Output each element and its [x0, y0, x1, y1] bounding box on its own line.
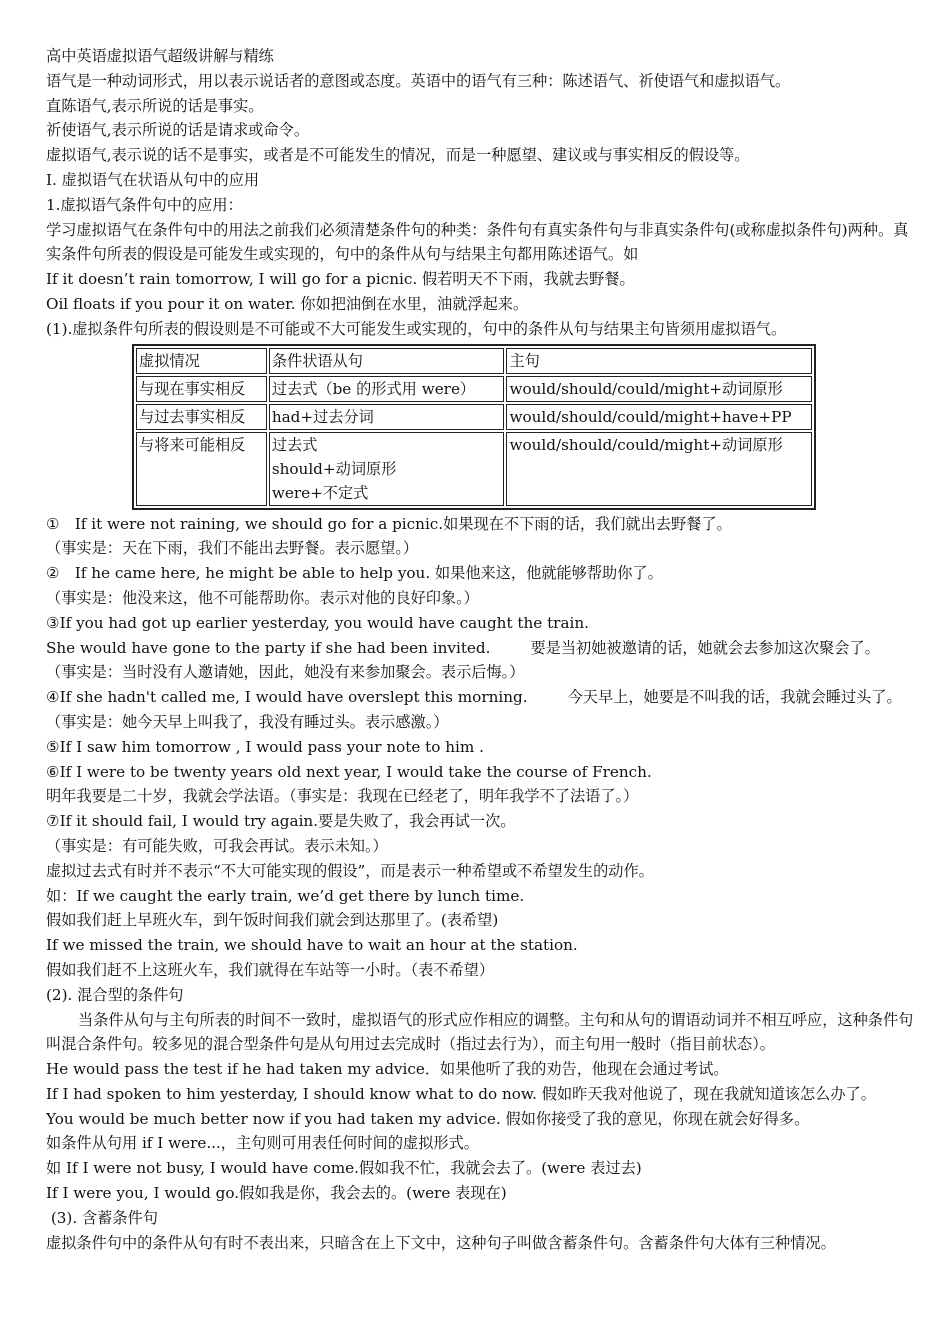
- cell-line: 过去式（be 的形式用 were）: [271, 379, 476, 398]
- example-line: [46, 636, 916, 661]
- subsection-heading: 1.虚拟语气条件句中的应用：: [46, 195, 243, 214]
- example-english: She would have gone to the party if she had been invited.: [46, 638, 491, 657]
- table-cell: [269, 376, 505, 402]
- table-cell: [269, 404, 505, 430]
- table-header-cell: 条件状语从句: [269, 348, 505, 374]
- table-row: [136, 404, 812, 430]
- cell-line: 过去式: [271, 435, 318, 454]
- conditional-table-wrapper: [132, 344, 916, 510]
- note-line: 虚拟过去式有时并不表示“不大可能实现的假设”，而是表示一种希望或不希望发生的动作。: [46, 861, 654, 880]
- paragraph: (1).虚拟条件句所表的假设则是不可能或不大可能发生或实现的，句中的条件从句与结果主句皆须用虚拟语气。: [46, 319, 787, 338]
- example-line: ① If it were not raining, we should go for a picnic.如果现在不下雨的话，我们就出去野餐了。: [46, 514, 732, 533]
- section-heading: I. 虚拟语气在状语从句中的应用: [46, 170, 260, 189]
- table-header-cell: 虚拟情况: [136, 348, 267, 374]
- note-line: 假如我们赶上早班火车，到午饭时间我们就会到达那里了。(表希望): [46, 911, 499, 930]
- intro-line: 直陈语气,表示所说的话是事实。: [46, 96, 264, 115]
- example-line: If it doesn’t rain tomorrow, I will go for a picnic. 假若明天不下雨，我就去野餐。: [46, 270, 635, 289]
- example-note: （事实是：他没来这，他不可能帮助你。表示对他的良好印象。）: [46, 588, 479, 607]
- paragraph: 当条件从句与主句所表的时间不一致时，虚拟语气的形式应作相应的调整。主句和从句的谓语动词并不相互呼应，这种条件句叫混合条件句。较多见的混合型条件句是从句用过去完成时（指过去行为），而主句用一般时（指目前状态）。: [46, 1010, 914, 1054]
- example-note: （事实是：有可能失败，可我会再试。表示未知。）: [46, 836, 388, 855]
- table-header-row: [136, 348, 812, 374]
- intro-line: 虚拟语气,表示说的话不是事实，或者是不可能发生的情况，而是一种愿望、建议或与事实相反的假设等。: [46, 146, 750, 165]
- example-line: 如 If I were not busy, I would have come.假如我不忙，我就会去了。(were 表过去): [46, 1159, 642, 1178]
- cell-line: had+过去分词: [271, 407, 374, 426]
- document-page: [46, 44, 916, 1255]
- table-row: [136, 432, 812, 506]
- conditional-table: [132, 344, 816, 510]
- table-cell: [269, 432, 505, 506]
- example-note: （事实是：她今天早上叫我了，我没有睡过头。表示感激。）: [46, 712, 449, 731]
- example-note: 明年我要是二十岁，我就会学法语。（事实是：我现在已经老了，明年我学不了法语了。）: [46, 787, 639, 806]
- paragraph: 虚拟条件句中的条件从句有时不表出来，只暗含在上下文中，这种句子叫做含蓄条件句。含蓄条件句大体有三种情况。: [46, 1233, 836, 1252]
- example-line: ⑦If it should fail, I would try again.要是失败了，我会再试一次。: [46, 812, 516, 831]
- table-cell: 与现在事实相反: [136, 376, 267, 402]
- table-cell: would/should/could/might+动词原形: [506, 376, 812, 402]
- cell-line: were+不定式: [271, 483, 369, 502]
- example-chinese: 今天早上，她要是不叫我的话，我就会睡过头了。: [567, 688, 902, 707]
- intro-line: 语气是一种动词形式，用以表示说话者的意图或态度。英语中的语气有三种：陈述语气、祈使语气和虚拟语气。: [46, 71, 791, 90]
- example-note: （事实是：当时没有人邀请她，因此，她没有来参加聚会。表示后悔。）: [46, 663, 525, 682]
- subsection-heading: (3). 含蓄条件句: [46, 1208, 158, 1227]
- note-line: If we missed the train, we should have to wait an hour at the station.: [46, 936, 578, 955]
- example-line: [46, 685, 916, 710]
- example-line: He would pass the test if he had taken my advice．如果他听了我的劝告，他现在会通过考试。: [46, 1060, 729, 1079]
- paragraph: 学习虚拟语气在条件句中的用法之前我们必须清楚条件句的种类：条件句有真实条件句与非真实条件句(或称虚拟条件句)两种。真实条件句所表的假设是可能发生或实现的，句中的条件从句与结果主句都用陈述语气。如: [46, 220, 909, 264]
- example-line: ⑥If I were to be twenty years old next year, I would take the course of French.: [46, 762, 652, 781]
- example-line: If I were you, I would go.假如我是你，我会去的。(were 表现在): [46, 1184, 507, 1203]
- example-line: ⑤If I saw him tomorrow , I would pass your note to him .: [46, 737, 484, 756]
- table-cell: 与过去事实相反: [136, 404, 267, 430]
- subsection-heading: (2). 混合型的条件句: [46, 985, 184, 1004]
- note-line: 如：If we caught the early train, we’d get there by lunch time.: [46, 886, 525, 905]
- table-header-cell: 主句: [506, 348, 812, 374]
- example-line: 如条件从句用 if I were...，主句则可用表任何时间的虚拟形式。: [46, 1134, 479, 1153]
- example-line: ② If he came here, he might be able to help you. 如果他来这，他就能够帮助你了。: [46, 564, 663, 583]
- intro-line: 祈使语气,表示所说的话是请求或命令。: [46, 121, 310, 140]
- document-title: 高中英语虚拟语气超级讲解与精练: [46, 47, 274, 65]
- table-cell: would/should/could/might+动词原形: [506, 432, 812, 506]
- table-cell: would/should/could/might+have+PP: [506, 404, 812, 430]
- example-english: ④If she hadn't called me, I would have overslept this morning.: [46, 688, 528, 707]
- example-chinese: 要是当初她被邀请的话，她就会去参加这次聚会了。: [530, 638, 880, 657]
- example-line: ③If you had got up earlier yesterday, you would have caught the train.: [46, 613, 589, 632]
- example-note: （事实是：天在下雨，我们不能出去野餐。表示愿望。）: [46, 539, 419, 558]
- example-line: If I had spoken to him yesterday, I should know what to do now. 假如昨天我对他说了，现在我就知道该怎么办了。: [46, 1084, 876, 1103]
- note-line: 假如我们赶不上这班火车，我们就得在车站等一小时。（表不希望）: [46, 960, 495, 979]
- example-line: Oil floats if you pour it on water. 你如把油倒在水里，油就浮起来。: [46, 294, 529, 313]
- example-line: You would be much better now if you had taken my advice. 假如你接受了我的意见，你现在就会好得多。: [46, 1109, 810, 1128]
- cell-line: should+动词原形: [271, 459, 397, 478]
- table-row: [136, 376, 812, 402]
- table-cell: 与将来可能相反: [136, 432, 267, 506]
